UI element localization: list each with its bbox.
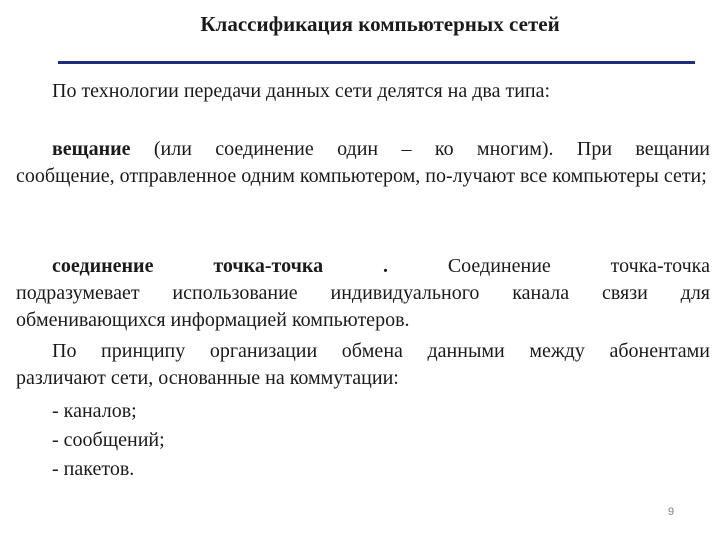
list-item: - сообщений; (52, 429, 165, 451)
p2p-term-b: точка-точка (213, 255, 324, 277)
broadcast-text-rest: сообщение, отправленное одним компьютером, по-лучают все компьютеры сети; (16, 165, 707, 187)
p2p-first-line (16, 253, 710, 280)
broadcast-first-line (16, 136, 710, 163)
switching-list (52, 397, 165, 484)
intro-text: По технологии передачи данных сети делятся на два типа: (52, 80, 551, 102)
title-underline (58, 61, 695, 64)
p2p-word-b: точка-точка (610, 255, 710, 277)
list-item: - каналов; (52, 400, 137, 422)
broadcast-text-line1: (или соединение один – ко многим). При вещании (130, 138, 710, 160)
p2p-dot: . (382, 255, 388, 277)
switching-line1: По принципу организации обмена данными между абонентами (52, 340, 710, 362)
switching-paragraph (16, 338, 710, 392)
list-item: - пакетов. (52, 458, 135, 480)
slide-title: Классификация компьютерных сетей (200, 12, 560, 36)
p2p-text-rest: подразумевает использование индивидуального канала связи для обменивающихся информацией компьютеров. (16, 282, 710, 331)
switching-rest: различают сети, основанные на коммутации: (16, 367, 399, 389)
broadcast-paragraph (16, 136, 710, 190)
p2p-term-a: соединение (52, 255, 154, 277)
p2p-paragraph (16, 253, 710, 334)
p2p-word-a: Соединение (447, 255, 551, 277)
broadcast-term: вещание (52, 138, 131, 160)
page-number: 9 (668, 506, 675, 518)
